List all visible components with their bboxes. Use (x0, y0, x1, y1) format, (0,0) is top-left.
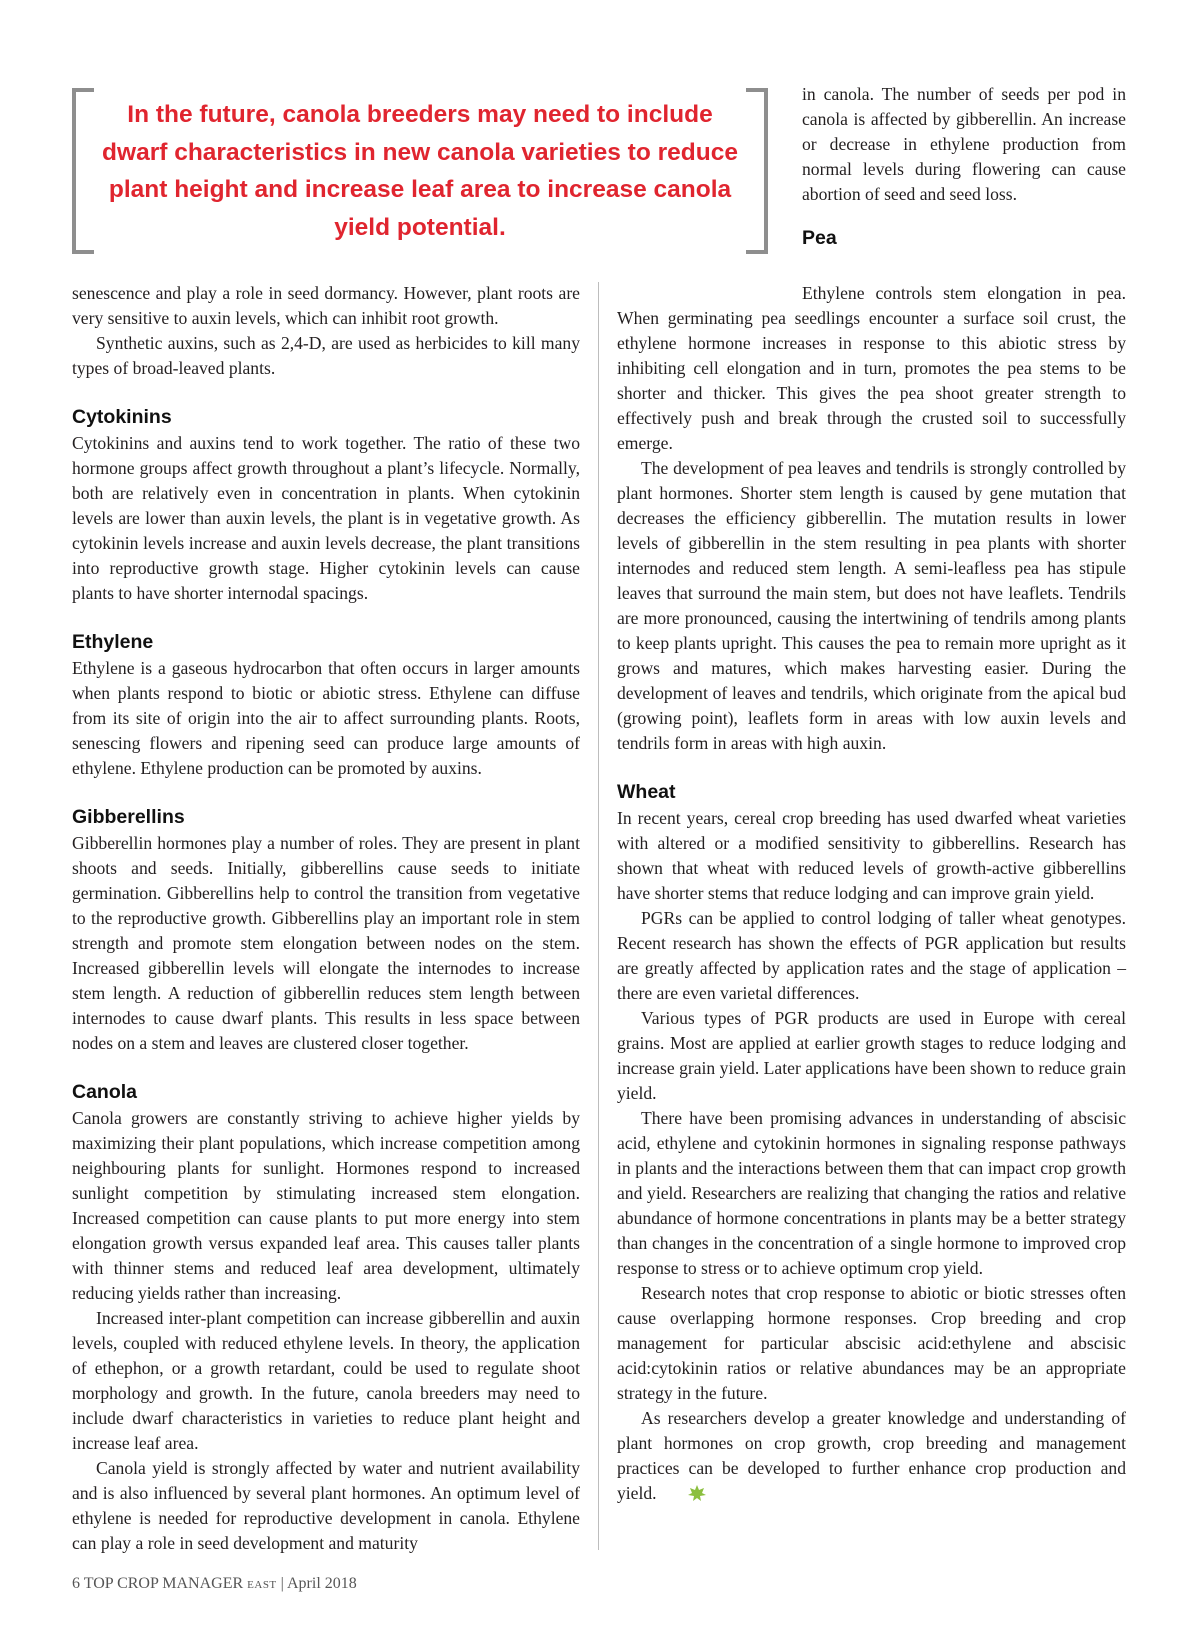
column-divider (598, 282, 599, 1550)
heading-cytokinins: Cytokinins (72, 406, 172, 428)
paragraph-gibberellins: Gibberellin hormones play a number of roles. They are present in plant shoots and seeds. Initially, gibberellins cause seeds to initiate germination. Gibberellins help to control the transition from vegetative to the reproductive growth. Gibberellins play an important role in stem strength and promote stem elongation between nodes on the stem. Increased gibberellin levels will elongate the internodes to increase stem length. A reduction of gibberellin reduces stem length between internodes to cause dwarf plants. This results in less space between nodes on a stem and leaves are clustered closer together. (72, 833, 580, 1053)
heading-wheat: Wheat (617, 781, 676, 803)
paragraph-wheat-6-text: As researchers develop a greater knowledge and understanding of plant hormones on crop growth, crop breeding and management practices can be developed to further enhance crop production and yield. (617, 1408, 1126, 1503)
paragraph-pea-2: The development of pea leaves and tendrils is strongly controlled by plant hormones. Shorter stem length is caused by gene mutation that decreases the efficiency gibberellin. The mutation results in lower levels of gibberellin in the stem resulting in pea plants with shorter internodes and reduced stem length. A semi-leafless pea has stipule leaves that surround the main stem, but does not have leaflets. Tendrils are more pronounced, causing the intertwining of tendrils among plants to keep plants upright. This causes the pea to remain more upright as it grows and matures, which makes harvesting easier. During the development of leaves and tendrils, which originate from the apical bud (growing point), leaflets form in areas with low auxin levels and tendrils form in areas with high auxin. (617, 458, 1126, 753)
pull-quote (72, 88, 768, 254)
paragraph-wheat-5: Research notes that crop response to abiotic or biotic stresses often cause overlapping hormone responses. Crop breeding and crop management for particular abscisic acid:ethylene and abscisic acid:cytokinin ratios or relative abundances may be an appropriate strategy in the future. (617, 1283, 1126, 1403)
heading-ethylene: Ethylene (72, 631, 154, 653)
footer-separator: | (280, 1575, 284, 1592)
heading-gibberellins: Gibberellins (72, 806, 185, 828)
heading-pea: Pea (802, 227, 837, 249)
paragraph-ethylene: Ethylene is a gaseous hydrocarbon that often occurs in larger amounts when plants respond to biotic or abiotic stress. Ethylene can diffuse from its site of origin into the air to affect surrounding plants. Roots, senescing flowers and ripening seed can produce large amounts of ethylene. Ethylene production can be promoted by auxins. (72, 658, 580, 778)
paragraph-wheat-2: PGRs can be applied to control lodging of taller wheat genotypes. Recent research has shown the effects of PGR application but results are greatly affected by application rates and the stage of application –there are even varietal differences. (617, 908, 1126, 1003)
leaf-icon (663, 1484, 707, 1509)
paragraph-wheat-4: There have been promising advances in understanding of abscisic acid, ethylene and cytokinin hormones in signaling response pathways in plants and the interactions between them that can impact crop growth and yield. Researchers are realizing that changing the ratios and relative abundance of hormone concentrations in plants may be a better strategy than changes in the concentration of a single hormone to improved crop response to stress or to achieve optimum crop yield. (617, 1108, 1126, 1278)
paragraph-auxin-intro: senescence and play a role in seed dormancy. However, plant roots are very sensitive to auxin levels, which can inhibit root growth. (72, 283, 580, 328)
page-number: 6 (72, 1575, 80, 1592)
paragraph-canola-1: Canola growers are constantly striving to achieve higher yields by maximizing their plant populations, which increase competition among neighbouring plants for sunlight. Hormones respond to increased sunlight competition by stimulating increased stem elongation. Increased competition can cause plants to put more energy into stem elongation growth versus expanded leaf area. This causes taller plants with thinner stems and reduced leaf area development, ultimately reducing yields rather than increasing. (72, 1108, 580, 1303)
paragraph-wheat-3: Various types of PGR products are used in Europe with cereal grains. Most are applied at earlier growth stages to reduce lodging and increase grain yield. Later applications have been shown to reduce grain yield. (617, 1008, 1126, 1103)
right-column-top (802, 82, 1126, 252)
heading-canola: Canola (72, 1081, 138, 1103)
right-bracket (746, 88, 768, 254)
paragraph-wheat-1: In recent years, cereal crop breeding has used dwarfed wheat varieties with altered or a modified sensitivity to gibberellins. Research has shown that wheat with reduced levels of growth-active gibberellins have shorter stems that reduce lodging and can improve grain yield. (617, 808, 1126, 903)
pull-quote-text: In the future, canola breeders may need to include dwarf characteristics in new canola varieties to reduce plant height and increase leaf area to increase canola yield potential. (102, 101, 738, 241)
paragraph-wheat-6 (617, 1406, 1126, 1509)
left-column (72, 281, 580, 1556)
paragraph-canola-3: Canola yield is strongly affected by water and nutrient availability and is also influenced by several plant hormones. An optimum level of ethylene is needed for reproductive development in canola. Ethylene can play a role in seed development and maturity (72, 1458, 580, 1553)
paragraph-canola-2: Increased inter-plant competition can increase gibberellin and auxin levels, coupled with reduced ethylene levels. In theory, the application of ethephon, or a growth retardant, could be used to regulate shoot morphology and growth. In the future, canola breeders may need to include dwarf characteristics in varieties to reduce plant height and increase leaf area. (72, 1308, 580, 1453)
left-bracket (72, 88, 94, 254)
paragraph-pea-1: Ethylene controls stem elongation in pea. When germinating pea seedlings encounter a surface soil crust, the ethylene hormone increases in response to this abiotic stress by inhibiting cell elongation and in turn, promotes the pea stems to be shorter and thicker. This gives the pea shoot greater strength to effectively push and break through the crusted soil to successfully emerge. (617, 283, 1126, 453)
edition-label: EAST (247, 1579, 277, 1591)
right-column (617, 281, 1126, 1509)
issue-date: April 2018 (286, 1575, 357, 1592)
magazine-name: TOP CROP MANAGER (83, 1575, 244, 1592)
page-footer (72, 1575, 357, 1593)
paragraph-synthetic-auxins: Synthetic auxins, such as 2,4-D, are used as herbicides to kill many types of broad-leaved plants. (72, 333, 580, 378)
paragraph-cytokinins: Cytokinins and auxins tend to work together. The ratio of these two hormone groups affect growth throughout a plant’s lifecycle. Normally, both are relatively even in concentration in plants. When cytokinin levels are lower than auxin levels, the plant is in vegetative growth. As cytokinin levels increase and auxin levels decrease, the plant transitions into reproductive growth stage. Higher cytokinin levels can cause plants to have shorter internodal spacings. (72, 433, 580, 603)
paragraph-canola-continued: in canola. The number of seeds per pod in canola is affected by gibberellin. An increase or decrease in ethylene production from normal levels during flowering can cause abortion of seed and seed loss. (802, 84, 1126, 204)
